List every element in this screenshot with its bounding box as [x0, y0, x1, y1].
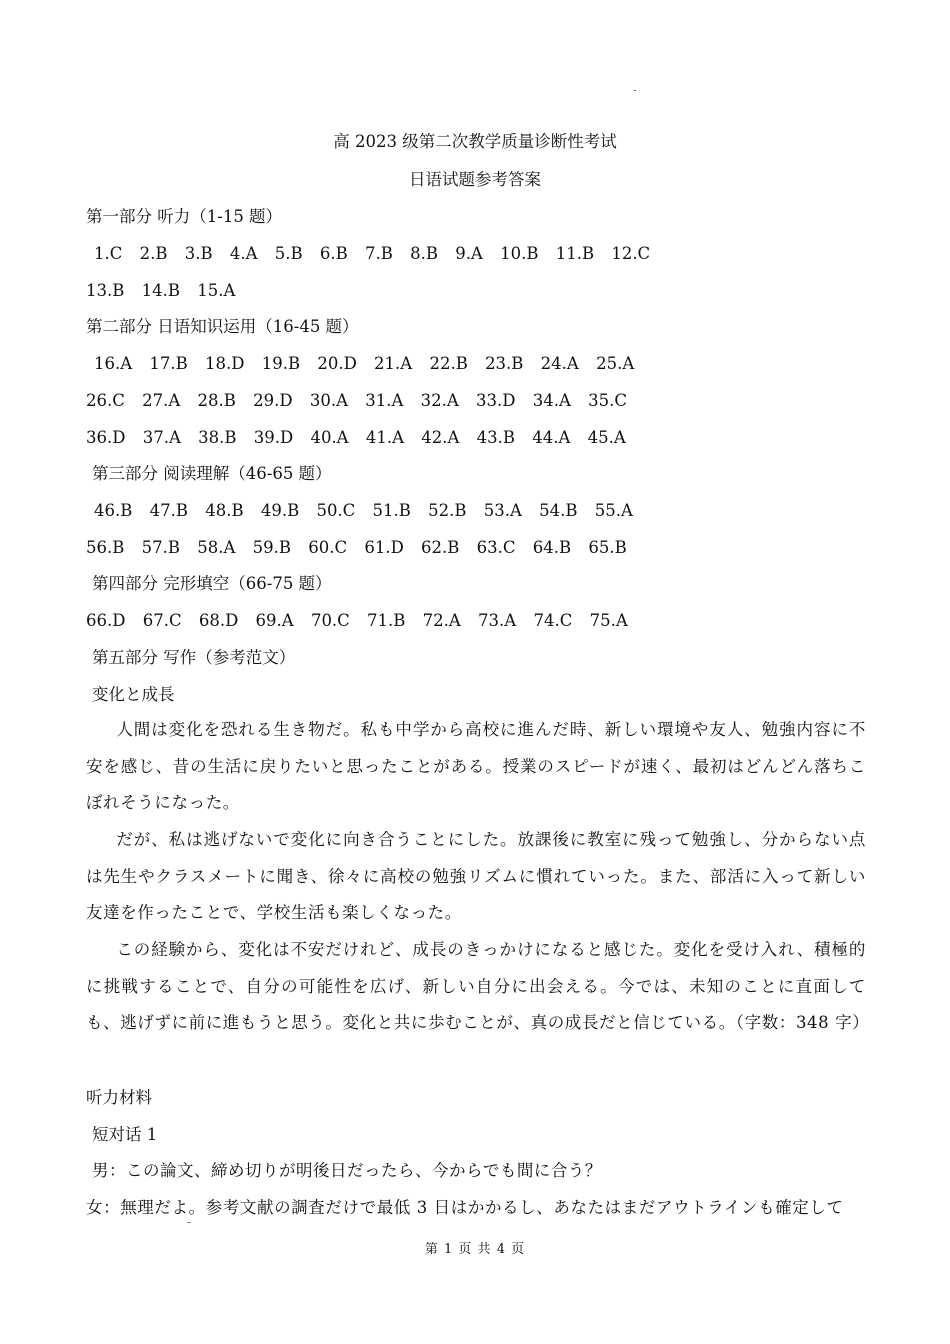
dialog-title: 短对话 1 [92, 1125, 158, 1144]
document-subtitle: 日语试题参考答案 [409, 170, 541, 189]
listening-heading: 听力材料 [86, 1088, 152, 1107]
answer-row: 46.B 47.B 48.B 49.B 50.C 51.B 52.B 53.A 54.B 55.A [94, 501, 633, 520]
answer-row: 16.A 17.B 18.D 19.B 20.D 21.A 22.B 23.B 24.A 25.A [94, 354, 635, 373]
essay-paragraph: だが、私は逃げないで変化に向き合うことにした。放課後に教室に残って勉強し、分からない点は先生やクラスメートに聞き、徐々に高校の勉強リズムに慣れていった。また、部活に入って新しい友達を作ったことで、学校生活も楽しくなった。 [86, 830, 866, 922]
answer-row: 26.C 27.A 28.B 29.D 30.A 31.A 32.A 33.D 34.A 35.C [86, 391, 628, 410]
scan-mark [634, 90, 636, 91]
answer-row: 13.B 14.B 15.A [86, 281, 236, 300]
document-title: 高 2023 级第二次教学质量诊断性考试 [333, 132, 617, 151]
male-line: 男：この論文、締め切りが明後日だったら、今からでも間に合う？ [92, 1161, 602, 1180]
answer-row: 66.D 67.C 68.D 69.A 70.C 71.B 72.A 73.A 74.C 75.A [86, 611, 628, 630]
answer-row: 56.B 57.B 58.A 59.B 60.C 61.D 62.B 63.C 64.B 65.B [86, 538, 627, 557]
part2-heading: 第二部分 日语知识运用（16-45 题） [86, 317, 359, 336]
part4-heading: 第四部分 完形填空（66-75 题） [92, 574, 332, 593]
part5-heading: 第五部分 写作（参考范文） [92, 648, 296, 667]
essay-paragraph: この経験から、変化は不安だけれど、成長のきっかけになると感じた。変化を受け入れ、積極的に挑戦することで、自分の可能性を広げ、新しい自分に出会える。今では、未知のことに直面しても、逃げずに前に進もうと思う。変化と共に歩むことが、真の成長だと信じている。（字数：348 字） [86, 940, 870, 1032]
answer-row: 1.C 2.B 3.B 4.A 5.B 6.B 7.B 8.B 9.A 10.B 11.B 12.C [94, 244, 651, 263]
female-line: 女：無理だよ。参考文献の調査だけで最低 3 日はかかるし、あなたはまだアウトラインも確定して [86, 1198, 844, 1217]
part1-heading: 第一部分 听力（1-15 题） [86, 207, 283, 226]
essay-paragraph: 人間は変化を恐れる生き物だ。私も中学から高校に進んだ時、新しい環境や友人、勉強内容に不安を感じ、昔の生活に戻りたいと思ったことがある。授業のスピードが速く、最初はどんどん落ちこぼれそうになった。 [86, 720, 866, 812]
essay-title: 变化と成長 [92, 685, 175, 704]
scan-mark [187, 1222, 191, 1223]
part3-heading: 第三部分 阅读理解（46-65 题） [92, 464, 332, 483]
page-footer: 第 1 页 共 4 页 [424, 1242, 526, 1257]
answer-row: 36.D 37.A 38.B 39.D 40.A 41.A 42.A 43.B 44.A 45.A [86, 428, 626, 447]
